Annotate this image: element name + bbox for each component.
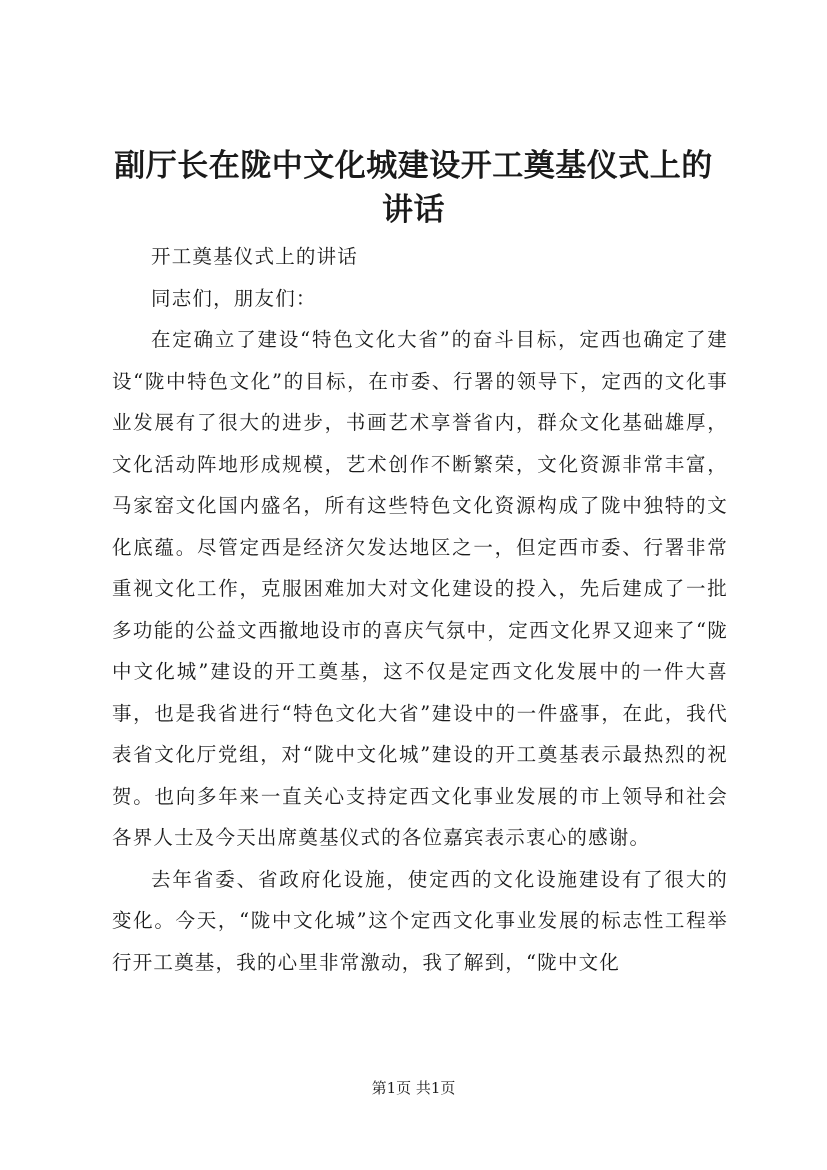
paragraph-subtitle: 开工奠基仪式上的讲话 <box>151 245 359 268</box>
document-title: 副厅长在陇中文化城建设开工奠基仪式上的讲话 <box>114 148 713 228</box>
document-body <box>112 236 728 983</box>
paragraph-salutation: 同志们，朋友们： <box>151 286 317 310</box>
paragraph-continued: 去年省委、省政府化设施，使定西的文化设施建设有了很大的变化。今天，“陇中文化城”这个定西文化事业发展的标志性工程举行开工奠基，我的心里非常激动，我了解到，“陇中文化 <box>112 867 728 974</box>
paragraph-main: 在定确立了建设“特色文化大省”的奋斗目标，定西也确定了建设“陇中特色文化”的目标，在市委、行署的领导下，定西的文化事业发展有了很大的进步，书画艺术享誉省内，群众文化基础雄厚，文化活动阵地形成规模，艺术创作不断繁荣，文化资源非常丰富，马家窑文化国内盛名，所有这些特色文化资源构成了陇中独特的文化底蕴。尽管定西是经济欠发达地区之一，但定西市委、行署非常重视文化工作，克服困难加大对文化建设的投入，先后建成了一批多功能的公益文西撤地设市的喜庆气氛中，定西文化界又迎来了“陇中文化城”建设的开工奠基，这不仅是定西文化发展中的一件大喜事，也是我省进行“特色文化大省”建设中的一件盛事，在此，我代表省文化厅党组，对“陇中文化城”建设的开工奠基表示最热烈的祝贺。也向多年来一直关心支持定西文化事业发展的市上领导和社会各界人士及今天出席奠基仪式的各位嘉宾表示衷心的感谢。 <box>112 328 728 849</box>
page-footer: 第1页 共1页 <box>371 1079 456 1097</box>
